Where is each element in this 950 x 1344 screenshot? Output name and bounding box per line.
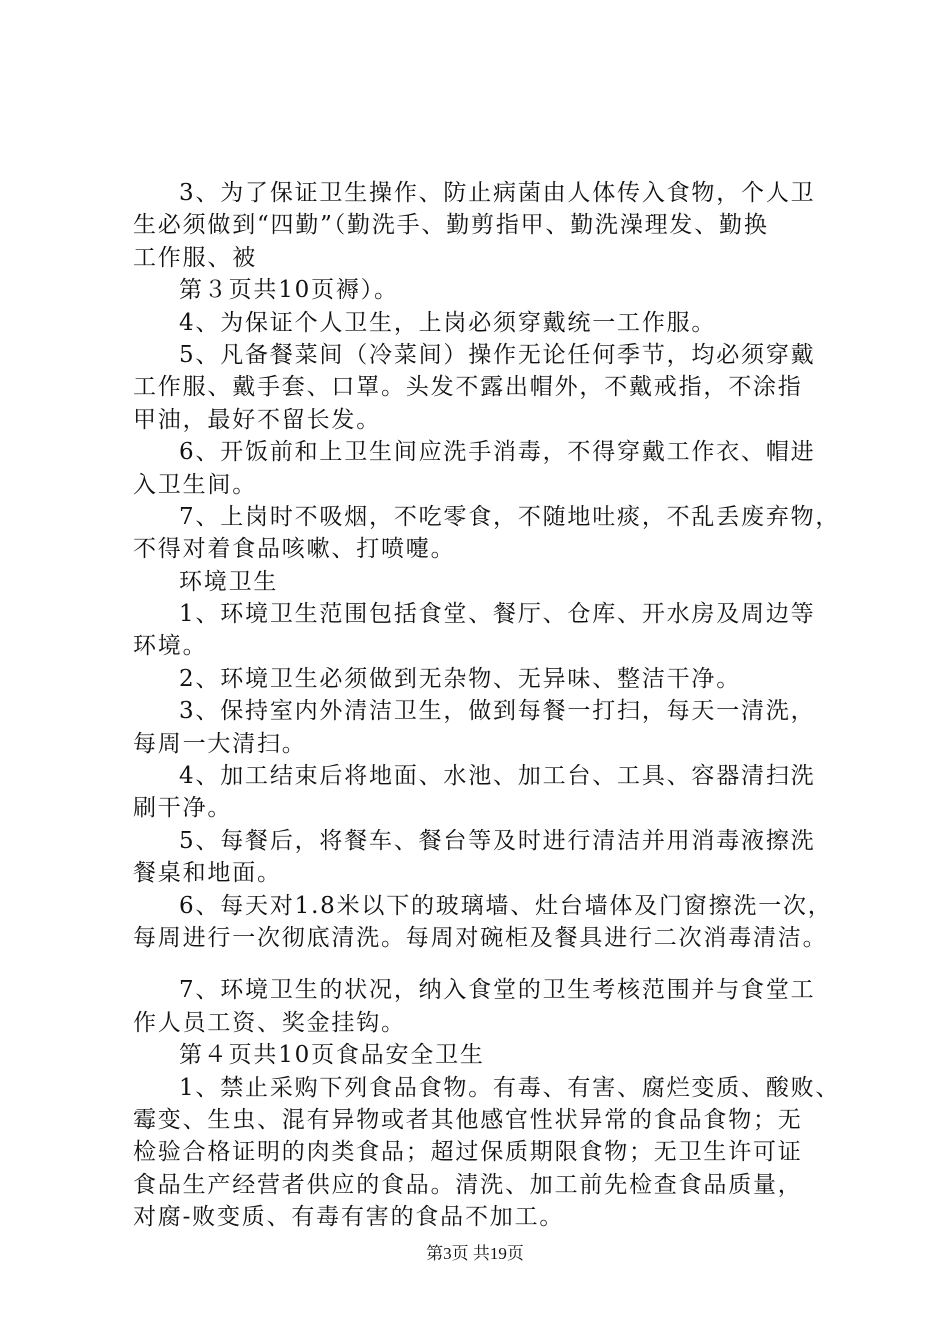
text-line: 2、环境卫生必须做到无杂物、无异味、整洁干净。 (179, 665, 742, 692)
text-line: 工作服、戴手套、口罩。头发不露出帽外，不戴戒指，不涂指 (133, 374, 803, 401)
text-line: 7、上岗时不吸烟，不吃零食，不随地吐痰，不乱丢废弃物， (179, 503, 841, 530)
text-line: 环境。 (133, 633, 208, 660)
text-line: 4、加工结束后将地面、水池、加工台、工具、容器清扫洗 (179, 763, 816, 790)
text-line: 入卫生间。 (133, 471, 257, 498)
page-footer: 第3页 共19页 (426, 1244, 524, 1263)
text-line: 1、禁止采购下列食品食物。有毒、有害、腐烂变质、酸败、 (179, 1074, 841, 1101)
text-line: 第４页共10页食品安全卫生 (179, 1042, 485, 1069)
paragraph-gap (133, 954, 853, 974)
text-line: 第３页共10页褥）。 (179, 277, 399, 304)
text-line: 每周进行一次彻底清洗。每周对碗柜及餐具进行二次消毒清洁。 (133, 924, 828, 951)
text-line: 餐桌和地面。 (133, 860, 282, 887)
text-line: 食品生产经营者供应的食品。清洗、加工前先检查食品质量， (133, 1171, 803, 1198)
text-line: 6、开饭前和上卫生间应洗手消毒，不得穿戴工作衣、帽进 (179, 439, 816, 466)
text-line: 生必须做到“四勤”（勤洗手、勤剪指甲、勤洗澡理发、勤换 (133, 212, 769, 239)
text-line: 环境卫生 (179, 568, 279, 595)
text-line: 5、凡备餐菜间（冷菜间）操作无论任何季节，均必须穿戴 (179, 341, 816, 368)
text-line: 对腐-败变质、有毒有害的食品不加工。 (133, 1204, 565, 1231)
text-line: 5、每餐后，将餐车、餐台等及时进行清洁并用消毒液擦洗 (179, 827, 816, 854)
text-line: 4、为保证个人卫生，上岗必须穿戴统一工作服。 (179, 309, 717, 336)
text-line: 3、保持室内外清洁卫生，做到每餐一打扫，每天一清洗， (179, 698, 816, 725)
text-line: 1、环境卫生范围包括食堂、餐厅、仓库、开水房及周边等 (179, 601, 816, 628)
text-line: 每周一大清扫。 (133, 730, 307, 757)
text-line: 检验合格证明的肉类食品；超过保质期限食物；无卫生许可证 (133, 1139, 803, 1166)
text-line: 不得对着食品咳嗽、打喷嚏。 (133, 536, 456, 563)
text-line: 3、为了保证卫生操作、防止病菌由人体传入食物，个人卫 (179, 180, 816, 206)
text-line: 作人员工资、奖金挂钩。 (133, 1009, 406, 1036)
text-line: 7、环境卫生的状况，纳入食堂的卫生考核范围并与食堂工 (179, 977, 816, 1004)
text-line: 工作服、被 (133, 244, 257, 271)
text-line: 刷干净。 (133, 795, 233, 822)
text-line: 甲油，最好不留长发。 (133, 406, 381, 433)
document-body (133, 177, 853, 1234)
text-line: 6、每天对1.8米以下的玻璃墙、灶台墙体及门窗擦洗一次， (179, 892, 833, 919)
text-line: 霉变、生虫、混有异物或者其他感官性状异常的食品食物；无 (133, 1106, 803, 1133)
